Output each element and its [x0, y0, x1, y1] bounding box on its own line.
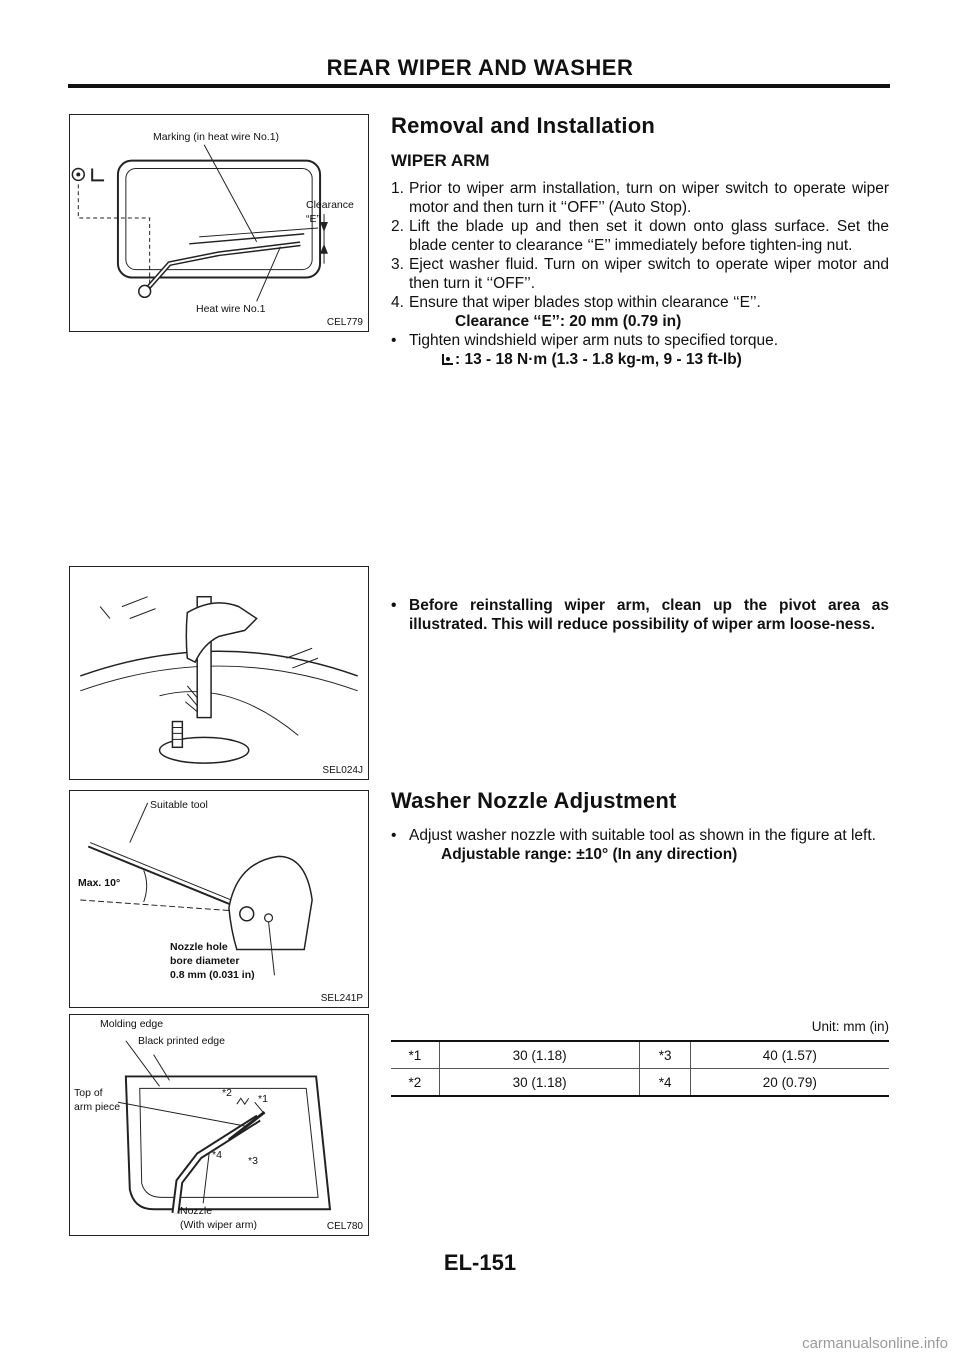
label-molding-edge: Molding edge — [100, 1018, 164, 1030]
page-number: EL-151 — [443, 1250, 517, 1275]
label-bore-size: 0.8 mm (0.031 in) — [170, 969, 255, 981]
step-item: 1. Prior to wiper arm installation, turn on wiper switch to operate wiper motor and then turn it ‘‘OFF’’ (Auto Stop). — [391, 180, 889, 216]
label-arm-piece: arm piece — [74, 1101, 121, 1113]
removal-heading: Removal and Installation — [391, 113, 655, 138]
figure-nozzle-position — [69, 1014, 369, 1236]
step-item: 2. Lift the blade up and then set it down onto glass surface. Set the blade center to clearance ‘‘E’’ immediately before tighten-ing nut. — [391, 218, 889, 254]
torque-spec: : 13 - 18 N·m (1.3 - 1.8 kg-m, 9 - 13 ft-lb) — [391, 350, 889, 369]
steps-list — [391, 179, 889, 312]
torque-wrench-icon — [92, 169, 104, 181]
label-nozzle: Nozzle — [180, 1205, 213, 1217]
tighten-bullet: • Tighten windshield wiper arm nuts to specified torque. — [391, 332, 779, 349]
step-item: 4. Ensure that wiper blades stop within clearance ‘‘E’’. — [391, 294, 761, 311]
torque-wrench-icon — [441, 352, 455, 366]
label-max-angle: Max. 10° — [78, 877, 121, 889]
table-row — [391, 1069, 889, 1097]
label-marking: Marking (in heat wire No.1) — [153, 131, 280, 143]
watermark: carmanualsonline.info — [802, 1335, 948, 1352]
header-rule — [68, 84, 890, 88]
label-dim-2: *2 — [222, 1087, 232, 1099]
figure-code: CEL780 — [326, 1221, 363, 1232]
label-clearance-e: “E” — [306, 213, 320, 225]
washer-heading: Washer Nozzle Adjustment — [391, 788, 677, 813]
page-header-title: REAR WIPER AND WASHER — [326, 55, 634, 80]
label-black-printed-edge: Black printed edge — [138, 1035, 225, 1047]
table-cell: 20 (0.79) — [690, 1069, 889, 1097]
table-cell: 30 (1.18) — [439, 1041, 640, 1069]
label-dim-3: *3 — [248, 1155, 258, 1167]
wiper-arm-subheading: WIPER ARM — [391, 151, 490, 170]
removal-section — [391, 113, 889, 369]
pivot-note-section — [391, 596, 889, 634]
table-cell: *1 — [408, 1047, 422, 1063]
table-row — [391, 1041, 889, 1069]
table-cell: *2 — [391, 1069, 439, 1097]
label-dim-4: *4 — [212, 1149, 222, 1161]
nozzle-position-illustration — [70, 1015, 368, 1235]
label-clearance: Clearance — [306, 199, 354, 211]
figure-pivot-cleaning — [69, 566, 369, 780]
figure-code: CEL779 — [326, 317, 363, 328]
label-dim-1: *1 — [258, 1093, 268, 1105]
table-cell: 30 (1.18) — [439, 1069, 640, 1097]
nozzle-dimension-table — [391, 1040, 889, 1097]
label-nozzle-hole: Nozzle hole — [170, 941, 228, 953]
range-spec: Adjustable range: ±10° (In any direction) — [441, 846, 738, 863]
table-cell: *3 — [640, 1041, 690, 1069]
step-item: 3. Eject washer fluid. Turn on wiper switch to operate wiper motor and then turn it ‘‘OFF’’. — [391, 256, 889, 292]
washer-section — [391, 788, 889, 864]
table-cell: *4 — [640, 1069, 690, 1097]
label-suitable-tool: Suitable tool — [150, 799, 208, 811]
label-bore-diameter: bore diameter — [170, 955, 240, 967]
label-heat-wire: Heat wire No.1 — [196, 303, 266, 315]
washer-bullet: • Adjust washer nozzle with suitable tool as shown in the figure at left. — [391, 827, 876, 844]
figure-code: SEL241P — [320, 993, 363, 1004]
clearance-spec: Clearance ‘‘E’’: 20 mm (0.79 in) — [455, 313, 682, 330]
unit-note: Unit: mm (in) — [811, 1019, 889, 1034]
label-top-of: Top of — [74, 1087, 103, 1099]
pivot-note: • Before reinstalling wiper arm, clean up the pivot area as illustrated. This will reduce possibility of wiper arm loose-ness. — [391, 597, 889, 633]
table-cell: 40 (1.57) — [690, 1041, 889, 1069]
wiper-clearance-illustration — [70, 115, 368, 331]
figure-wiper-clearance — [69, 114, 369, 332]
label-with-wiper-arm: (With wiper arm) — [180, 1219, 258, 1231]
pivot-cleaning-illustration — [70, 567, 368, 779]
figure-code: SEL024J — [322, 765, 363, 776]
figure-nozzle-tool — [69, 790, 369, 1008]
